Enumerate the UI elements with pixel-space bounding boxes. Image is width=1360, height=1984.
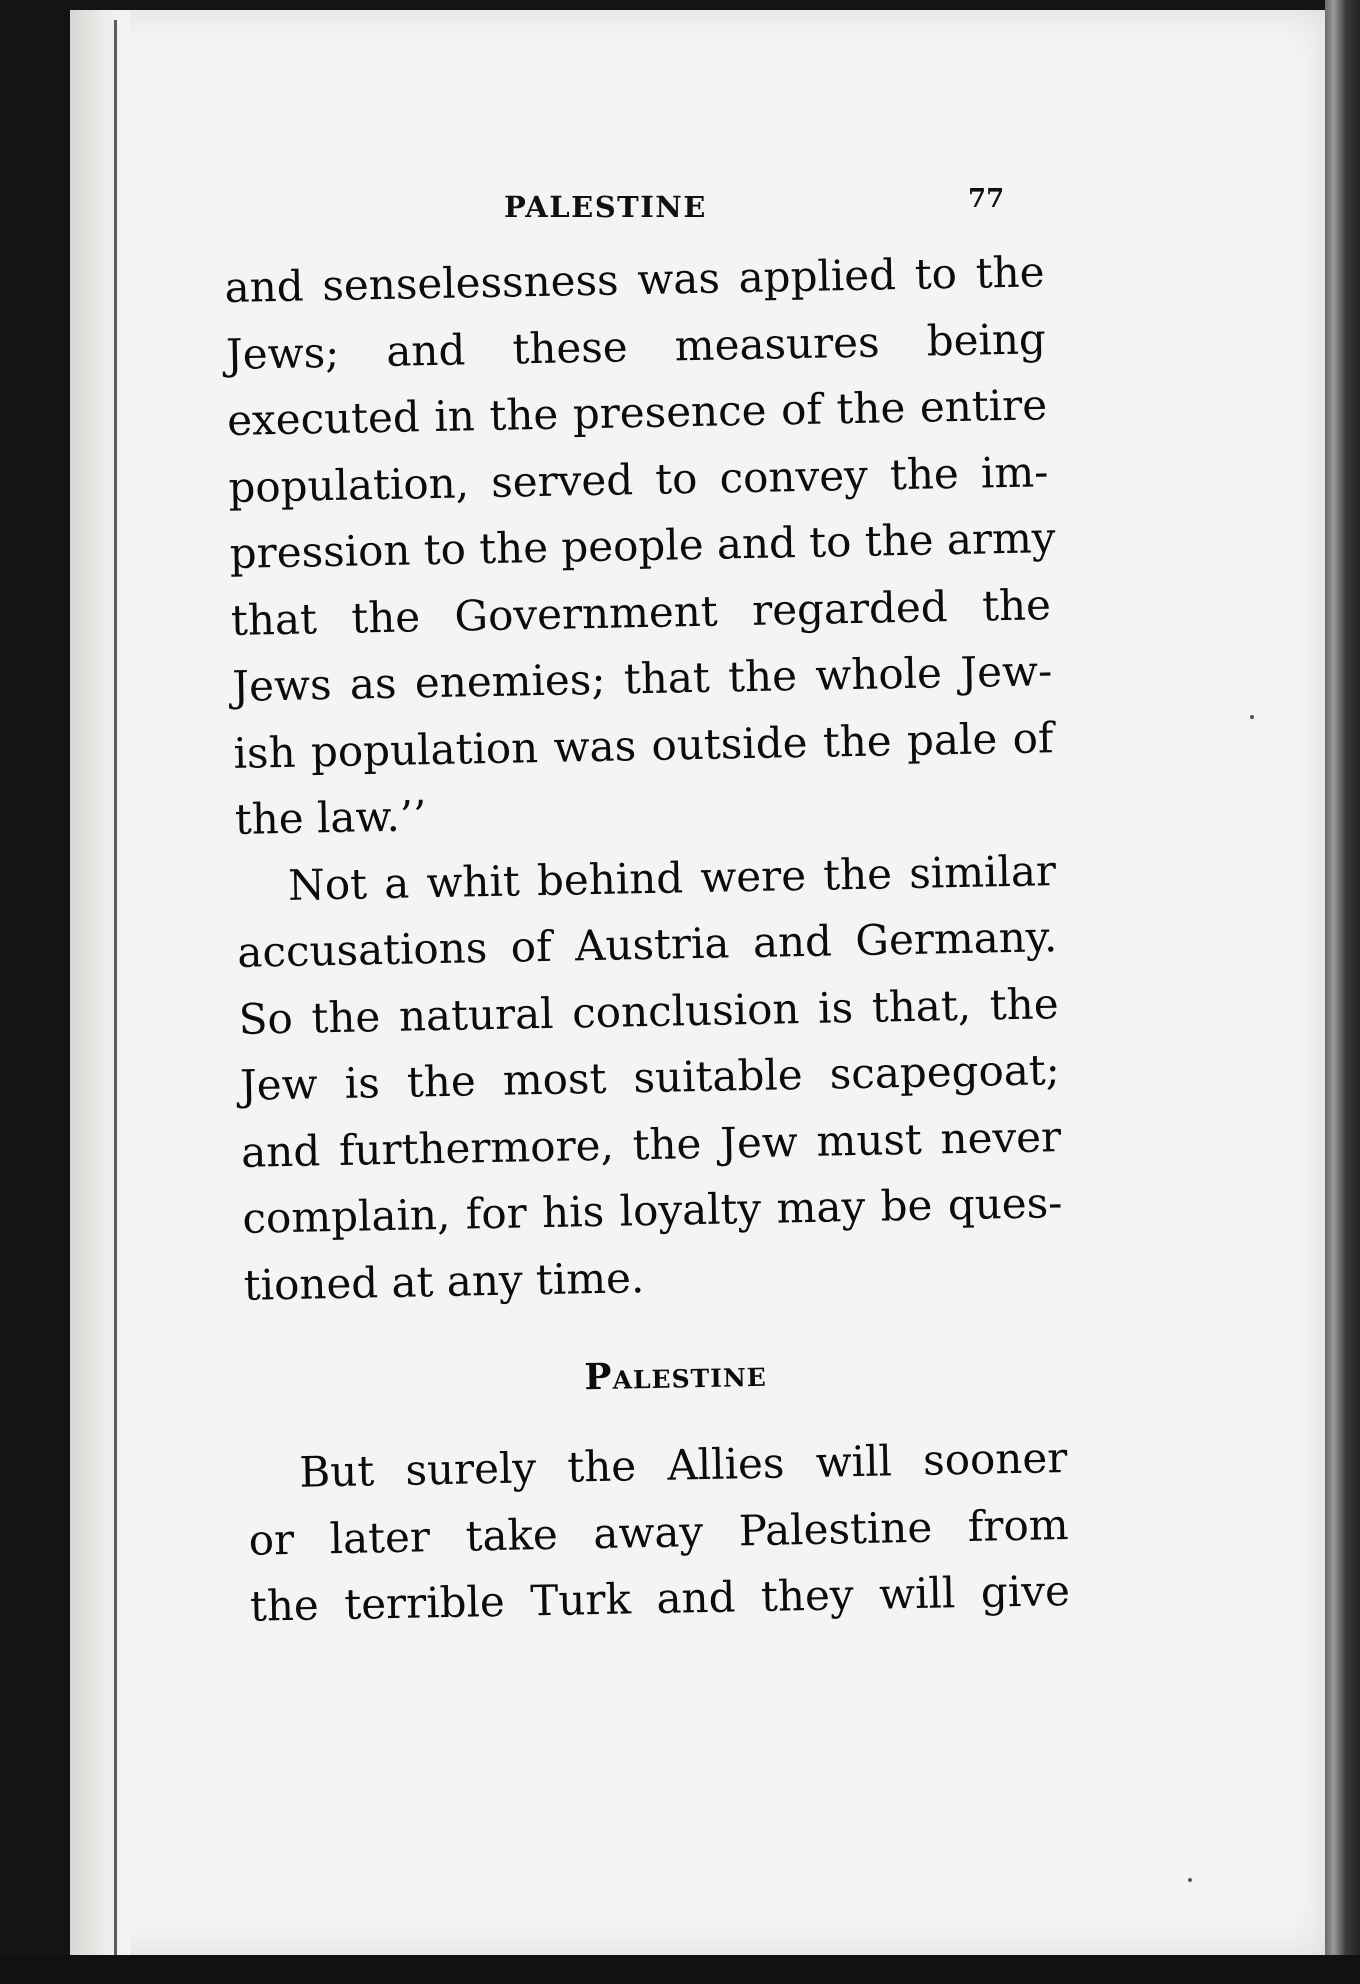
text-line: So the natural conclusion is that, the	[238, 978, 1059, 1044]
text-line: the law.’’	[234, 791, 427, 844]
paragraph-1	[224, 239, 1055, 853]
paragraph-3	[247, 1425, 1071, 1640]
text-line: Not a whit behind were the similar	[287, 845, 1057, 910]
text-line: tioned at any time.	[243, 1252, 645, 1310]
page-number: 77	[968, 184, 1005, 214]
running-head-title: PALESTINE	[504, 190, 707, 224]
text-line: the terrible Turk and they will give	[249, 1566, 1071, 1631]
running-head	[70, 184, 1325, 240]
text-line: or later take away Palestine from	[248, 1499, 1069, 1565]
text-line: Jews; and these measures being	[225, 313, 1047, 379]
text-line: that the Government regarded the	[230, 579, 1052, 645]
text-line: But surely the Allies will sooner	[298, 1433, 1068, 1497]
scan-border	[0, 1955, 1360, 1984]
paragraph-2	[235, 838, 1064, 1319]
text-line: complain, for his loyalty may be ques-	[242, 1178, 1063, 1243]
text-line: and senselessness was applied to the	[224, 247, 1045, 312]
text-line: ish population was outside the pale of	[233, 712, 1054, 778]
text-line: and furthermore, the Jew must never	[240, 1111, 1062, 1177]
body-text	[224, 239, 1070, 1640]
section-heading: Palestine	[584, 1352, 768, 1399]
text-line: pression to the people and to the army	[229, 513, 1056, 578]
text-line: Jews as enemies; that the whole Jew-	[231, 646, 1053, 711]
page-edge	[1325, 0, 1360, 1984]
text-line: Jew is the most suitable scapegoat;	[239, 1045, 1061, 1110]
page-content	[70, 10, 1325, 1955]
text-line: population, served to convey the im-	[227, 446, 1049, 512]
text-line: accusations of Austria and Germany.	[236, 912, 1058, 977]
text-line: executed in the presence of the entire	[226, 380, 1048, 445]
